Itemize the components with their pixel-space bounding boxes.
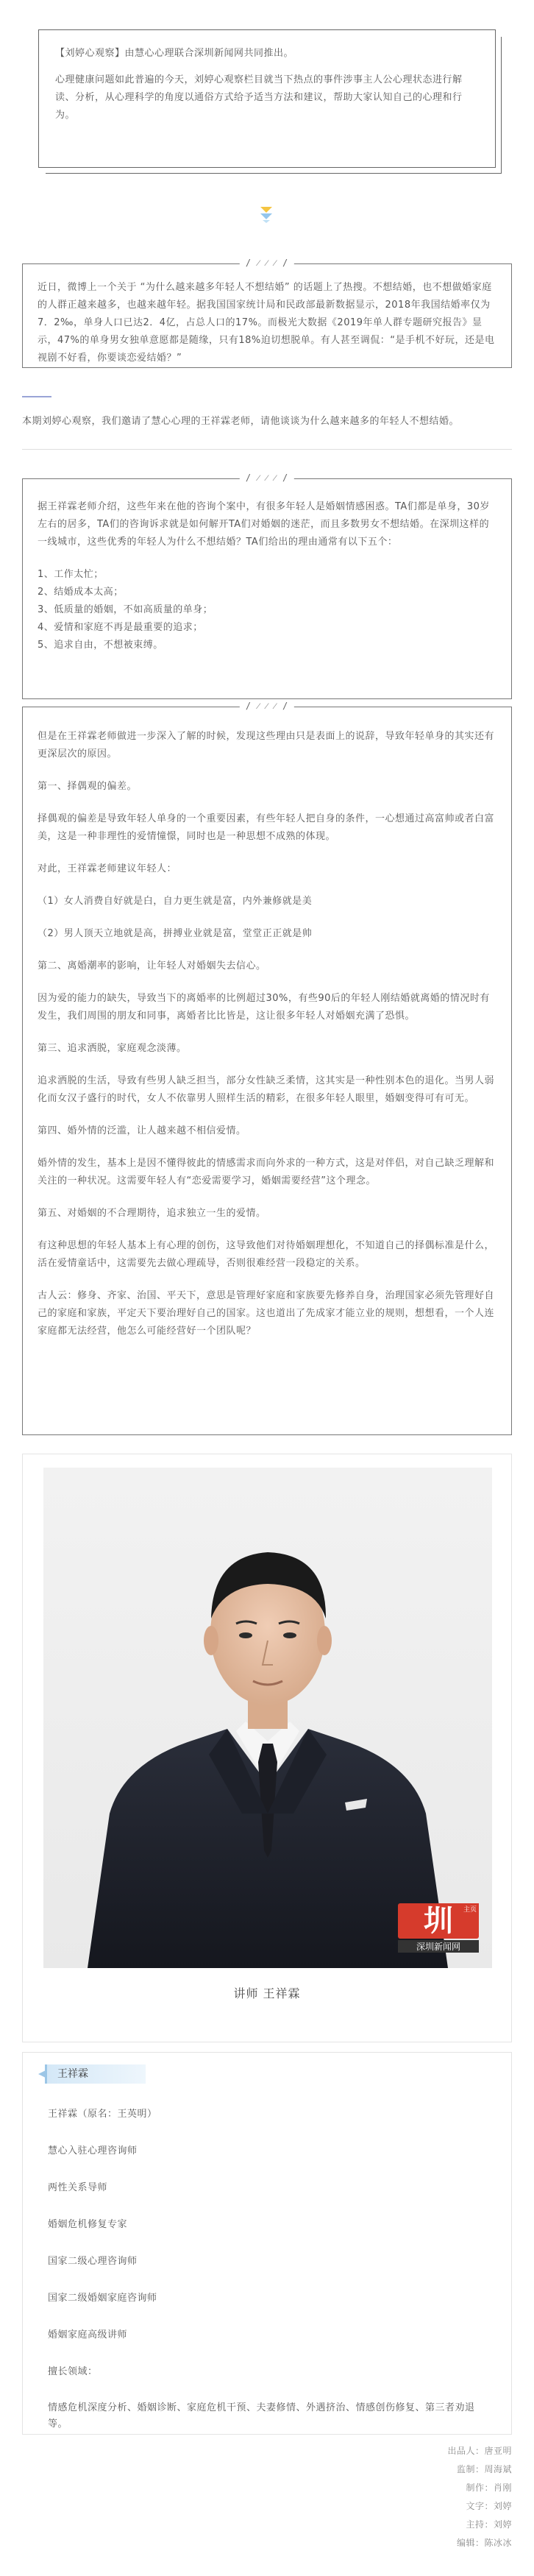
reason-item: 3、低质量的婚姻，不如高质量的单身；	[38, 604, 213, 615]
intro-paragraph-1: 【刘婷心观察】由慧心心理联合深圳新闻网共同推出。	[55, 48, 294, 59]
lecturer-photo	[43, 1468, 492, 1968]
reason-item: 5、追求自由，不想被束缚。	[38, 640, 163, 651]
credit-line: 主持：刘婷	[466, 2519, 512, 2530]
analysis-paragraph: 但是在王祥霖老师做进一步深入了解的时候，发现这些理由只是表面上的说辞，导致年轻单身的其实还有更深层次的原因。	[38, 731, 495, 760]
photo-caption: 讲师 王祥霖	[233, 1986, 301, 2000]
lead-accent-rule	[22, 396, 51, 397]
intro-paragraph-2: 心理健康问题如此普遍的今天，刘婷心观察栏目就当下热点的事件涉事主人公心理状态进行解读、分析，从心理科学的角度以通俗方式给予适当方法和建议，帮助大家认知自己的心理和行为。	[55, 74, 463, 121]
reasons-intro: 据王祥霖老师介绍，这些年来在他的咨询个案中，有很多年轻人是婚姻情感困惑。TA们都是单身，30岁左右的居多，TA们的咨询诉求就是如何解开TA们对婚姻的迷茫，而且多数男女不想结婚。在深圳这样的一线城市，这些优秀的年轻人为什么不想结婚？TA们给出的理由通常有以下五个：	[38, 501, 490, 548]
watermark-tag: 主页	[461, 1903, 479, 1914]
analysis-paragraph: （2）男人顶天立地就是高，拼搏业业就是富，堂堂正正就是帅	[38, 928, 313, 939]
analysis-paragraph: 古人云：修身、齐家、治国、平天下，意思是管理好家庭和家族要先修养自身，治理国家必须先管理好自己的家庭和家族，平定天下要治理好自己的国家。这也道出了先成家才能立业的规则，想想看，一个人连家庭都无法经营，他怎么可能经营好一个团队呢？	[38, 1290, 495, 1337]
analysis-heading: 第二、离婚潮率的影响，让年轻人对婚姻失去信心。	[38, 960, 266, 972]
news-site-watermark	[398, 1903, 479, 1955]
credit-line: 文字：刘婷	[466, 2501, 512, 2511]
analysis-paragraph: 追求洒脱的生活，导致有些男人缺乏担当，部分女性缺乏柔情，这其实是一种性别本色的退化。当男人弱化而女汉子盛行的时代，女人不依靠男人照样生活的精彩，在很多年轻人眼里，婚姻变得可有可无。	[38, 1075, 495, 1104]
analysis-paragraph: 婚外情的发生，基本上是因不懂得彼此的情感需求而向外求的一种方式，这是对伴侣，对自己缺乏理解和关注的一种状况。这需要年轻人有“恋爱需要学习，婚姻需要经营”这个理念。	[38, 1158, 495, 1186]
box-tab-decoration: / ⁄ ⁄ ⁄ /	[240, 473, 294, 484]
analysis-heading: 第一、择偶观的偏差。	[38, 781, 138, 792]
bio-item: 婚姻家庭高级讲师	[48, 2329, 128, 2340]
reason-item: 4、爱情和家庭不再是最重要的追求；	[38, 622, 203, 633]
analysis-heading: 第三、追求洒脱，家庭观念淡薄。	[38, 1043, 187, 1054]
bio-name-tag: 王祥霖	[45, 2064, 146, 2084]
bio-list	[48, 2106, 486, 2432]
watermark-site-name: 深圳新闻网	[398, 1940, 479, 1953]
reason-item: 1、工作太忙；	[38, 569, 104, 580]
analysis-paragraph: （1）女人消费自好就是白，自力更生就是富，内外兼修就是美	[38, 896, 313, 907]
down-arrow-icon	[260, 205, 273, 224]
lecturer-portrait-illustration	[43, 1468, 492, 1968]
reason-item: 2、结婚成本太高；	[38, 587, 124, 598]
news-quote-box	[22, 258, 512, 368]
credits	[447, 2442, 512, 2552]
news-paragraph: 近日，微博上一个关于 “为什么越来越多年轻人不想结婚” 的话题上了热搜。不想结婚，也不想做婚家庭的人群正越来越多，也越来越年轻。据我国国家统计局和民政部最新数据显示，2018年我国结婚率仅为7．2‰，单身人口已达2．4亿，占总人口的17%。而极光大数据《2019年单人群专题研究报告》显示，47%的单身男女独单意愿都是随缘，只有18%迫切想脱单。有人甚至调侃：“是手机不好玩，还是电视剧不好看，你要谈恋爱结婚？”	[38, 282, 495, 364]
analysis-paragraph: 择偶观的偏差是导致年轻人单身的一个重要因素，有些年轻人把自身的条件，一心想通过高富帅或者白富美，这是一种非理性的爱情憧憬，同时也是一种思想不成熟的体现。	[38, 813, 495, 842]
lead-paragraph: 本期刘婷心观察，我们邀请了慧心心理的王祥霖老师，请他谈谈为什么越来越多的年轻人不想结婚。	[22, 416, 460, 427]
credit-line: 编辑：陈冰冰	[456, 2538, 512, 2548]
divider	[22, 449, 512, 450]
analysis-box	[22, 701, 512, 1435]
credit-line: 监制：周海斌	[456, 2464, 512, 2474]
analysis-paragraph: 对此，王祥霖老师建议年轻人：	[38, 863, 177, 874]
box-tab-decoration: / ⁄ ⁄ ⁄ /	[240, 258, 294, 269]
analysis-paragraph: 因为爱的能力的缺失，导致当下的离婚率的比例超过30%，有些90后的年轻人刚结婚就离婚的情况时有发生，我们周围的朋友和同事，离婚者比比皆是，这让很多年轻人对婚姻充满了恐惧。	[38, 993, 490, 1022]
bio-item: 擅长领域：	[48, 2366, 98, 2377]
lecturer-bio	[22, 2052, 512, 2435]
bio-item: 两性关系导师	[48, 2182, 108, 2193]
bio-item: 婚姻危机修复专家	[48, 2219, 128, 2230]
bio-item: 国家二级心理咨询师	[48, 2256, 138, 2267]
analysis-heading: 第五、对婚姻的不合理期待，追求独立一生的爱情。	[38, 1208, 266, 1219]
bio-item: 国家二级婚姻家庭咨询师	[48, 2293, 157, 2304]
bio-item: 王祥霖（原名：王英明）	[48, 2109, 157, 2120]
credit-line: 出品人：唐亚明	[447, 2446, 512, 2456]
bio-item: 慧心入驻心理咨询师	[48, 2145, 138, 2156]
analysis-heading: 第四、婚外情的泛滥，让人越来越不相信爱情。	[38, 1125, 246, 1136]
credit-line: 制作：肖刚	[466, 2483, 512, 2493]
reasons-box	[22, 473, 512, 699]
analysis-paragraph: 有这种思想的年轻人基本上有心理的创伤，这导致他们对待婚姻理想化，不知道自己的择偶标准是什么，活在爱情童话中，这需要先去做心理疏导，否则很难经营一段稳定的关系。	[38, 1240, 495, 1269]
intro-box	[38, 29, 496, 168]
lecturer-photo-card	[22, 1454, 512, 2042]
watermark-logo-text: 圳	[398, 1903, 479, 1939]
bio-item: 情感危机深度分析、婚姻诊断、家庭危机干预、夫妻修情、外遇挤治、情感创伤修复、第三者劝退等。	[48, 2402, 475, 2430]
box-tab-decoration: / ⁄ ⁄ ⁄ /	[240, 701, 294, 712]
